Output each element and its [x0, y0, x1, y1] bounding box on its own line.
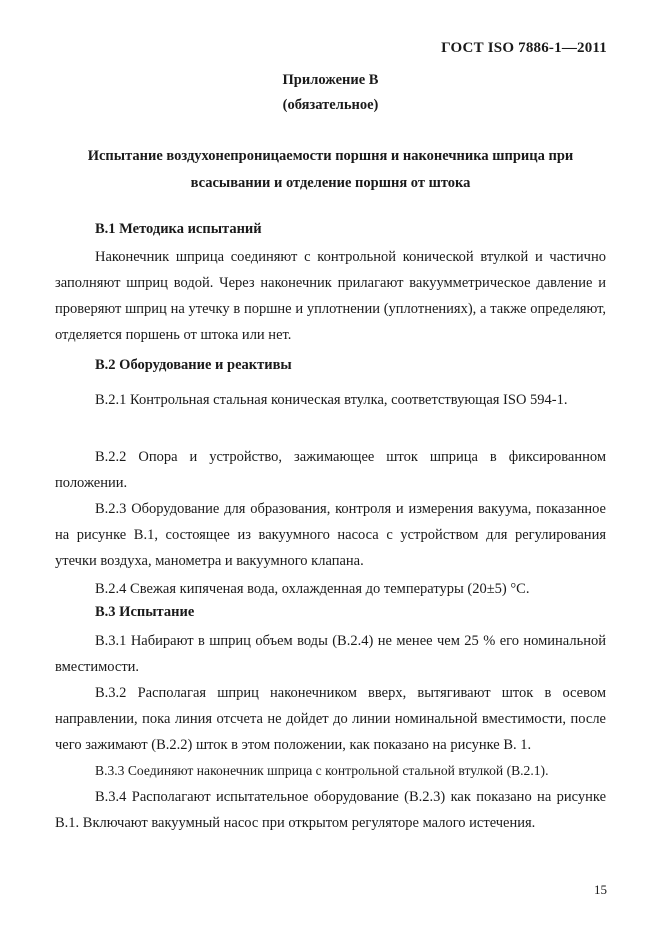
section-b2-item-4	[55, 576, 606, 602]
section-b3-item-4	[55, 784, 606, 836]
paragraph-b2-3: В.2.3 Оборудование для образования, контроля и измерения вакуума, показанное на рисунке В.1, состоящее из вакуумного насоса с устройством для регулирования утечки воздуха, манометра и вакуумного клапана.	[55, 501, 606, 569]
appendix-status: (обязательное)	[282, 97, 379, 113]
section-b3-heading: В.3 Испытание	[95, 604, 195, 620]
document-title: Испытание воздухонепроницаемости поршня и наконечника шприца при всасывании и отделение поршня от штока	[87, 148, 574, 191]
section-b2-item-2	[55, 444, 606, 496]
section-b2-item-1	[55, 386, 606, 414]
section-b1-paragraph: Наконечник шприца соединяют с контрольной конической втулкой и частично заполняют шприц водой. Через наконечник прилагают вакуумметрическое давление и проверяют шприц на утечку в поршне и уплотнении (уплотнениях), а также определяют, отделяется поршень от штока или нет.	[55, 249, 606, 343]
paragraph-b3-1: В.3.1 Набирают в шприц объем воды (В.2.4) не менее чем 25 % его номинальной вместимости.	[55, 633, 606, 675]
paragraph-b3-2: В.3.2 Располагая шприц наконечником вверх, вытягивают шток в осевом направлении, пока линия отсчета не дойдет до линии номинальной вместимости, после чего зажимают (В.2.2) шток в этом положении, как показано на рисунке В. 1.	[55, 685, 606, 753]
paragraph-b3-3: В.3.3 Соединяют наконечник шприца с контрольной стальной втулкой (В.2.1).	[95, 763, 549, 778]
section-b3-item-1	[55, 628, 606, 680]
paragraph-b3-4: В.3.4 Располагают испытательное оборудование (В.2.3) как показано на рисунке В.1. Включают вакуумный насос при открытом регуляторе малого истечения.	[55, 789, 606, 831]
paragraph-b2-1: В.2.1 Контрольная стальная коническая втулка, соответствующая ISO 594-1.	[95, 392, 568, 408]
standard-id: ГОСТ ISO 7886-1—2011	[441, 40, 607, 56]
paragraph-b2-4: В.2.4 Свежая кипяченая вода, охлажденная до температуры (20±5) °С.	[95, 581, 530, 597]
section-b3-item-3	[55, 758, 606, 784]
paragraph-b2-2: В.2.2 Опора и устройство, зажимающее шток шприца в фиксированном положении.	[55, 449, 606, 491]
section-b3-item-2	[55, 680, 606, 758]
section-b2-item-3	[55, 496, 606, 574]
page-number: 15	[594, 882, 607, 897]
section-b1-heading: В.1 Методика испытаний	[95, 221, 262, 237]
appendix-title: Приложение В	[282, 72, 379, 88]
section-b1-body	[55, 244, 606, 348]
section-b2-heading: В.2 Оборудование и реактивы	[95, 357, 292, 373]
